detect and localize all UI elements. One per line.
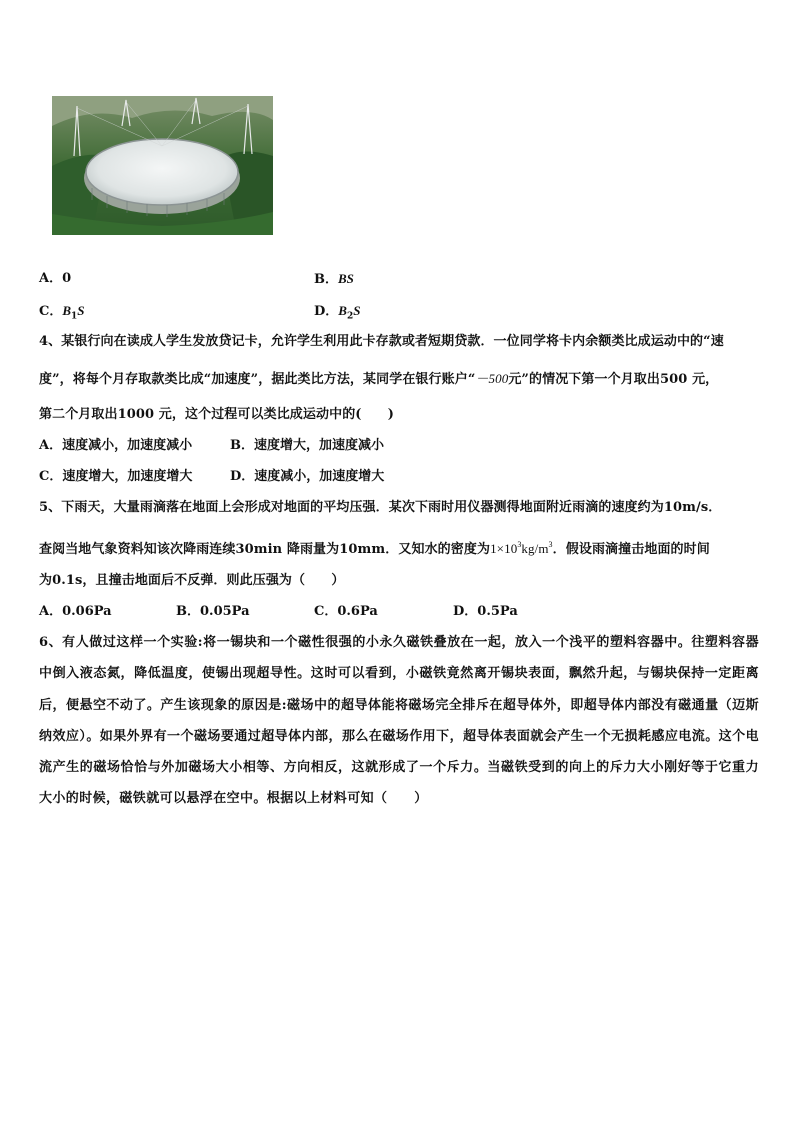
- q5-stem-line-2: [39, 537, 710, 558]
- formula-exponent: 3: [517, 540, 522, 549]
- q3-option-d[interactable]: [314, 303, 360, 325]
- option-label: A．: [39, 438, 63, 453]
- option-text: 0.06Pa: [62, 604, 112, 619]
- option-text: 速度减小，加速度减小: [62, 438, 193, 453]
- q4-option-a[interactable]: [39, 438, 192, 454]
- q4-option-b[interactable]: [230, 438, 384, 454]
- q5-option-b[interactable]: [176, 604, 250, 620]
- formula-unit-exponent: 3: [548, 540, 553, 549]
- q5-option-c[interactable]: [314, 604, 378, 620]
- option-value: 0: [62, 271, 72, 286]
- option-text: 速度增大，加速度增大: [62, 469, 193, 484]
- option-label: A．: [39, 604, 63, 619]
- option-text: 0.6Pa: [337, 604, 378, 619]
- option-value: BS: [338, 271, 354, 286]
- q5-option-a[interactable]: [39, 604, 112, 620]
- q4-option-c[interactable]: [39, 469, 192, 485]
- option-text: 速度增大，加速度减小: [254, 438, 385, 453]
- option-label: B．: [314, 272, 338, 287]
- option-text: 0.05Pa: [200, 604, 250, 619]
- q4-stem-line-3: 第二个月取出1000 元，这个过程可以类比成运动中的( ): [39, 407, 395, 422]
- telescope-photo: [52, 96, 273, 235]
- option-value-tail: S: [353, 303, 361, 318]
- option-label: B．: [176, 604, 200, 619]
- formula-base: 1×10: [490, 541, 518, 556]
- q4-stem-line-2: [39, 371, 718, 388]
- q6-paragraph: 6、有人做过这样一个实验:将一锡块和一个磁性很强的小永久磁铁叠放在一起，放入一个浅平的塑料容器中。往塑料容器中倒入液态氮，降低温度，使锡出现超导性。这时可以看到，小磁铁竟然离开锡块表面，飘然升起，与锡块保持一定距离后，便悬空不动了。产生该现象的原因是:磁场中的超导体能将磁场完全排斥在超导体外，即超导体内部没有磁通量（迈斯纳效应）。如果外界有一个磁场要通过超导体内部，那么在磁场作用下，超导体表面就会产生一个无损耗感应电流。这个电流产生的磁场恰恰与外加磁场大小相等、方向相反，这就形成了一个斥力。当磁铁受到的向上的斥力大小刚好等于它重力大小的时候，磁铁就可以悬浮在空中。根据以上材料可知（ ）: [39, 635, 759, 807]
- q3-option-a[interactable]: [39, 271, 71, 287]
- option-label: D．: [453, 604, 478, 619]
- q5-stem-line-3: 为0.1s，且撞击地面后不反弹．则此压强为（ ）: [39, 573, 345, 588]
- formula-unit: kg/m: [521, 541, 549, 556]
- option-label: D．: [314, 304, 339, 319]
- q4-stem-line-1: 4、某银行向在读成人学生发放贷记卡，允许学生利用此卡存款或者短期贷款．一位同学将卡内余额类比成运动中的“速: [39, 334, 724, 349]
- option-label: A．: [39, 271, 63, 286]
- option-label: C．: [314, 604, 338, 619]
- option-subscript: 2: [346, 311, 354, 322]
- option-subscript: 1: [71, 311, 78, 322]
- q5-text: ．假设雨滴撞击地面的时间: [552, 542, 710, 557]
- option-label: C．: [39, 304, 63, 319]
- q4-text: 度”，将每个月存取款类比成“加速度”，据此类比方法，某同学在银行账户“: [39, 372, 476, 387]
- q4-text: 元”的情况下第一个月取出500 元，: [508, 372, 719, 387]
- q3-option-b[interactable]: [314, 271, 354, 288]
- q5-option-d[interactable]: [453, 604, 518, 620]
- option-text: 速度减小，加速度增大: [254, 469, 385, 484]
- q4-option-d[interactable]: [230, 469, 384, 485]
- q5-text: 查阅当地气象资料知该次降雨连续30min 降雨量为10mm．又知水的密度为: [39, 542, 491, 557]
- q4-formula: －500: [475, 371, 509, 386]
- q5-density-formula: [490, 541, 553, 556]
- option-value-tail: S: [77, 303, 85, 318]
- q3-option-c[interactable]: [39, 303, 85, 325]
- option-value: B: [338, 303, 347, 318]
- option-text: 0.5Pa: [477, 604, 518, 619]
- option-value: B: [62, 303, 72, 318]
- option-label: B．: [230, 438, 254, 453]
- option-label: D．: [230, 469, 255, 484]
- option-label: C．: [39, 469, 63, 484]
- q5-stem-line-1: 5、下雨天，大量雨滴落在地面上会形成对地面的平均压强．某次下雨时用仪器测得地面附近雨滴的速度约为10m/s．: [39, 500, 722, 515]
